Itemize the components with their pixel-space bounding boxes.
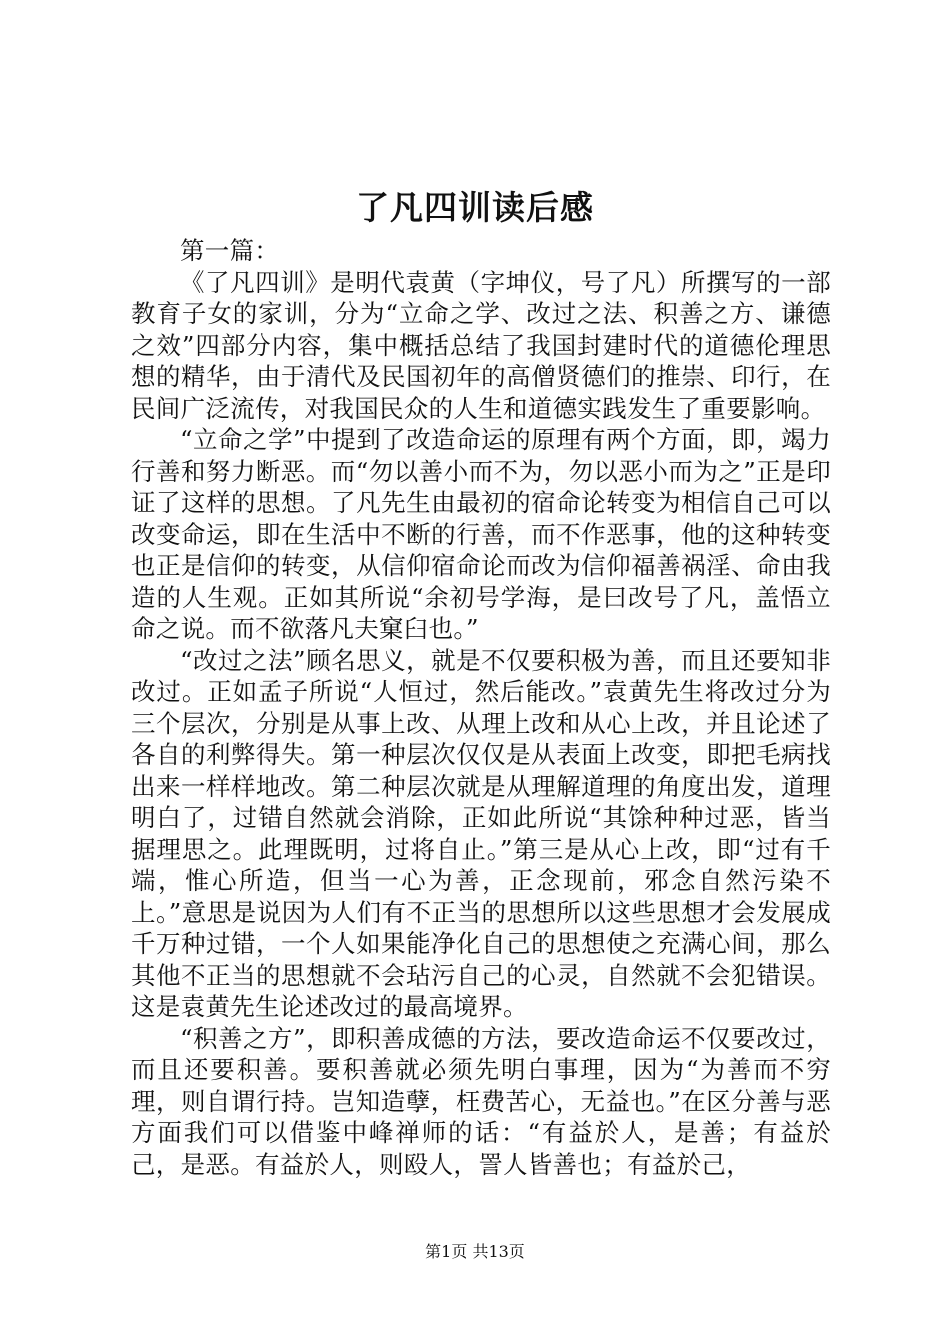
paragraph: 《了凡四训》是明代袁黄（字坤仪，号了凡）所撰写的一部教育子女的家训，分为“立命之学、改过之法、积善之方、谦德之效”四部分内容，集中概括总结了我国封建时代的道德伦理思想的精华，由于清代及民国初年的高僧贤德们的推崇、印行，在民间广泛流传，对我国民众的人生和道德实践发生了重要影响。 (131, 267, 831, 423)
paragraph: “立命之学”中提到了改造命运的原理有两个方面，即，竭力行善和努力断恶。而“勿以善小而不为，勿以恶小而为之”正是印证了这样的思想。了凡先生由最初的宿命论转变为相信自己可以改变命运，即在生活中不断的行善，而不作恶事，他的这种转变也正是信仰的转变，从信仰宿命论而改为信仰福善祸淫、命由我造的人生观。正如其所说“余初号学海，是曰改号了凡，盖悟立命之说。而不欲落凡夫窠臼也。” (131, 425, 831, 643)
paragraph: “改过之法”顾名思义，就是不仅要积极为善，而且还要知非改过。正如孟子所说“人恒过，然后能改。”袁黄先生将改过分为三个层次，分别是从事上改、从理上改和从心上改，并且论述了各自的利弊得失。第一种层次仅仅是从表面上改变，即把毛病找出来一样样地改。第二种层次就是从理解道理的角度出发，道理明白了，过错自然就会消除，正如此所说“其馀种种过恶，皆当据理思之。此理既明，过将自止。”第三是从心上改，即“过有千端，惟心所造，但当一心为善，正念现前，邪念自然污染不上。”意思是说因为人们有不正当的思想所以这些思想才会发展成千万种过错，一个人如果能净化自己的思想使之充满心间，那么其他不正当的思想就不会玷污自己的心灵，自然就不会犯错误。这是袁黄先生论述改过的最高境界。 (131, 645, 831, 1021)
page-footer: 第1页 共13页 (425, 1242, 525, 1261)
section-label: 第一篇： (180, 236, 280, 265)
document-body (131, 235, 831, 1180)
paragraph: “积善之方”，即积善成德的方法，要改造命运不仅要改过，而且还要积善。要积善就必须先明白事理，因为“为善而不穷理，则自谓行持。岂知造孽，枉费苦心，无益也。”在区分善与恶方面我们可以借鉴中峰禅师的话：“有益於人，是善；有益於己，是恶。有益於人，则殴人，詈人皆善也；有益於己， (131, 1023, 831, 1179)
document-title: 了凡四训读后感 (356, 188, 594, 227)
